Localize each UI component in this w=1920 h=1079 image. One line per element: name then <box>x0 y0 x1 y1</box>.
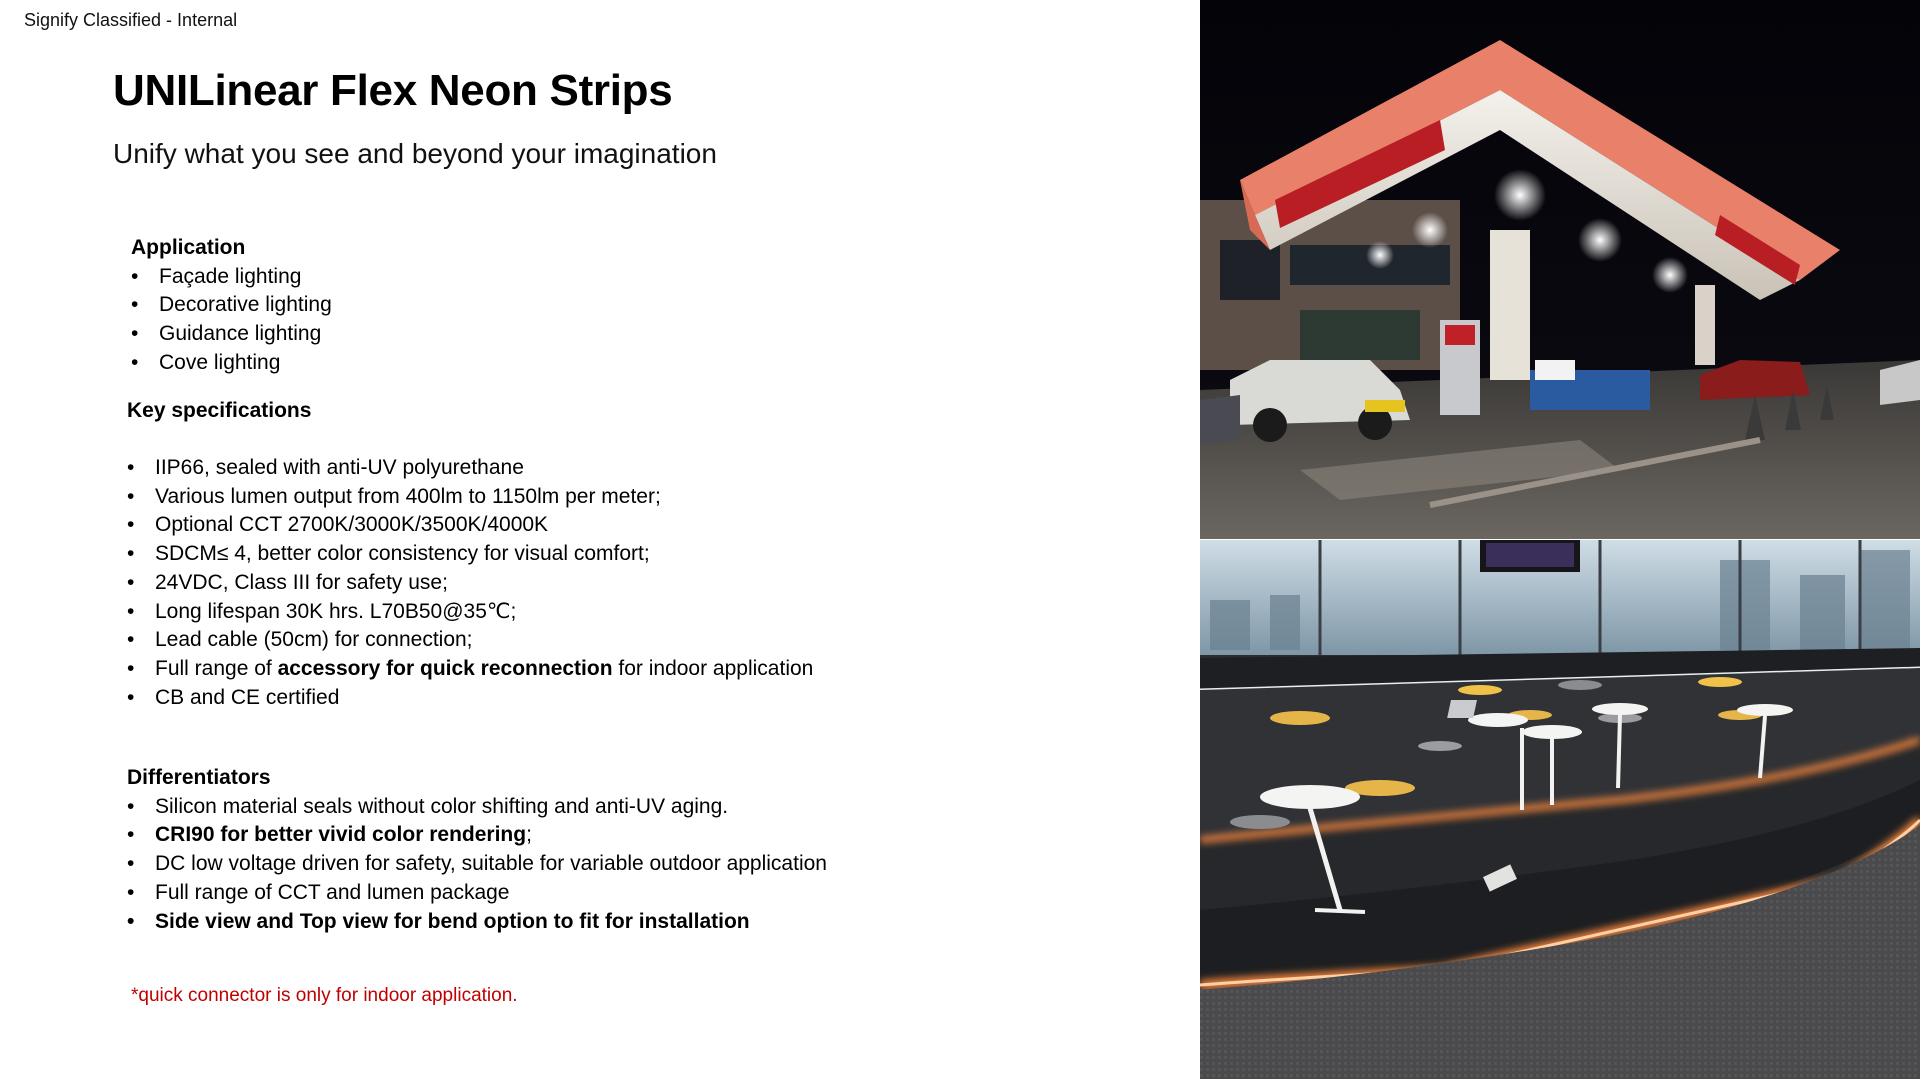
differentiators-heading: Differentiators <box>127 766 271 789</box>
application-heading: Application <box>131 236 246 259</box>
list-item: • Optional CCT 2700K/3000K/3500K/4000K <box>127 511 813 540</box>
list-item: • SDCM≤ 4, better color consistency for visual comfort; <box>127 540 813 569</box>
office-lounge-illustration <box>1200 540 1920 1079</box>
bold-text-segment: accessory for quick reconnection <box>277 656 613 680</box>
list-item: • DC low voltage driven for safety, suitable for variable outdoor application <box>127 850 827 879</box>
text-segment: Full range of <box>155 656 278 680</box>
key-specifications-list <box>127 454 813 712</box>
list-item: • Façade lighting <box>131 263 332 292</box>
bold-text-segment: CRI90 for better vivid color rendering <box>155 823 527 847</box>
list-item: • Lead cable (50cm) for connection; <box>127 626 813 655</box>
list-item: • Guidance lighting <box>131 320 332 349</box>
list-item: • Full range of CCT and lumen package <box>127 879 827 908</box>
text-segment: for indoor application <box>612 656 814 680</box>
key-specifications-section <box>127 454 813 712</box>
key-specifications-heading: Key specifications <box>127 399 312 422</box>
page-title: UNILinear Flex Neon Strips <box>113 66 673 115</box>
list-item <box>127 821 827 850</box>
differentiators-list <box>127 793 827 937</box>
list-item <box>127 655 813 684</box>
text-segment: ; <box>526 823 532 847</box>
page-subtitle: Unify what you see and beyond your imagination <box>113 138 717 169</box>
list-item: • CB and CE certified <box>127 684 813 713</box>
list-item: • Side view and Top view for bend option to fit for installation <box>127 908 827 937</box>
list-item: • Various lumen output from 400lm to 1150lm per meter; <box>127 483 813 512</box>
key-specifications-heading-block <box>127 397 311 426</box>
list-item: • Cove lighting <box>131 349 332 378</box>
application-list <box>131 263 332 378</box>
list-item: • Long lifespan 30K hrs. L70B50@35℃; <box>127 598 813 627</box>
footnote: *quick connector is only for indoor application. <box>131 985 518 1006</box>
list-item: • 24VDC, Class III for safety use; <box>127 569 813 598</box>
office-lounge-photo <box>1200 540 1920 1079</box>
gas-station-photo <box>1200 0 1920 539</box>
differentiators-section <box>127 764 827 936</box>
application-section <box>131 234 332 378</box>
gas-station-illustration <box>1200 0 1920 539</box>
list-item: • Decorative lighting <box>131 291 332 320</box>
classification-label: Signify Classified - Internal <box>24 10 238 30</box>
list-item: • Silicon material seals without color shifting and anti-UV aging. <box>127 793 827 822</box>
list-item: • IIP66, sealed with anti-UV polyurethane <box>127 454 813 483</box>
